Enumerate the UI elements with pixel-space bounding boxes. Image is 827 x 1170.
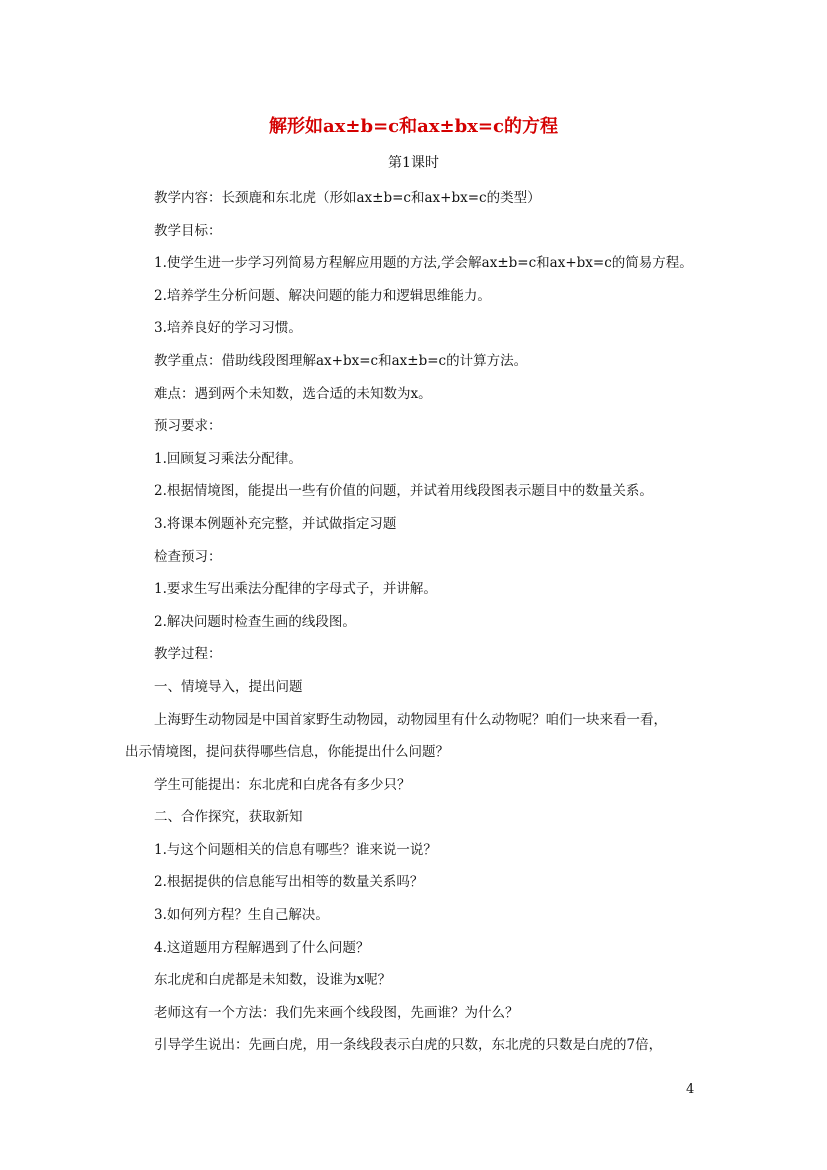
body-line: 上海野生动物园是中国首家野生动物园，动物园里有什么动物呢？咱们一块来看一看， (154, 711, 667, 728)
body-line: 1.要求生写出乘法分配律的字母式子，并讲解。 (154, 581, 437, 598)
body-line: 1.回顾复习乘法分配律。 (154, 450, 302, 467)
body-line: 2.解决问题时检查生画的线段图。 (154, 613, 356, 630)
body-line: 检查预习： (154, 548, 222, 565)
body-line: 老师这有一个方法：我们先来画个线段图，先画谁？为什么？ (154, 1004, 519, 1021)
body-line: 教学重点：借助线段图理解ax+bx=c和ax±b=c的计算方法。 (154, 352, 528, 369)
body-line: 一、情境导入，提出问题 (154, 678, 303, 695)
body-line: 学生可能提出：东北虎和白虎各有多少只？ (154, 776, 411, 793)
body-line: 教学内容：长颈鹿和东北虎（形如ax±b=c和ax+bx=c的类型） (154, 190, 541, 206)
document-body (123, 182, 713, 1062)
body-line: 2.根据提供的信息能写出相等的数量关系吗？ (154, 874, 424, 891)
body-line: 教学过程： (154, 646, 222, 663)
document-title: 解形如ax±b=c和ax±bx=c的方程 (269, 116, 558, 137)
body-line: 2.培养学生分析问题、解决问题的能力和逻辑思维能力。 (154, 287, 491, 304)
body-line: 出示情境图，提问获得哪些信息，你能提出什么问题？ (125, 744, 449, 761)
body-line: 引导学生说出：先画白虎，用一条线段表示白虎的只数，东北虎的只数是白虎的7倍， (154, 1037, 663, 1054)
body-line: 1.使学生进一步学习列简易方程解应用题的方法,学会解ax±b=c和ax+bx=c的简易方程。 (154, 255, 693, 272)
body-line: 预习要求： (154, 418, 222, 435)
body-line: 3.将课本例题补充完整，并试做指定习题 (154, 515, 397, 532)
body-line: 1.与这个问题相关的信息有哪些？谁来说一说？ (154, 841, 437, 858)
body-line: 东北虎和白虎都是未知数，设谁为x呢？ (154, 972, 392, 989)
body-line: 4.这道题用方程解遇到了什么问题？ (154, 939, 370, 956)
body-line: 教学目标： (154, 222, 222, 239)
body-line: 3.培养良好的学习习惯。 (154, 320, 302, 337)
page-number: 4 (686, 1082, 695, 1097)
body-line: 2.根据情境图，能提出一些有价值的问题，并试着用线段图表示题目中的数量关系。 (154, 483, 653, 500)
body-line: 难点：遇到两个未知数，选合适的未知数为x。 (154, 385, 432, 402)
body-line: 3.如何列方程？生自己解决。 (154, 907, 329, 924)
lesson-subtitle: 第1课时 (388, 155, 439, 171)
body-line: 二、合作探究，获取新知 (154, 809, 303, 826)
